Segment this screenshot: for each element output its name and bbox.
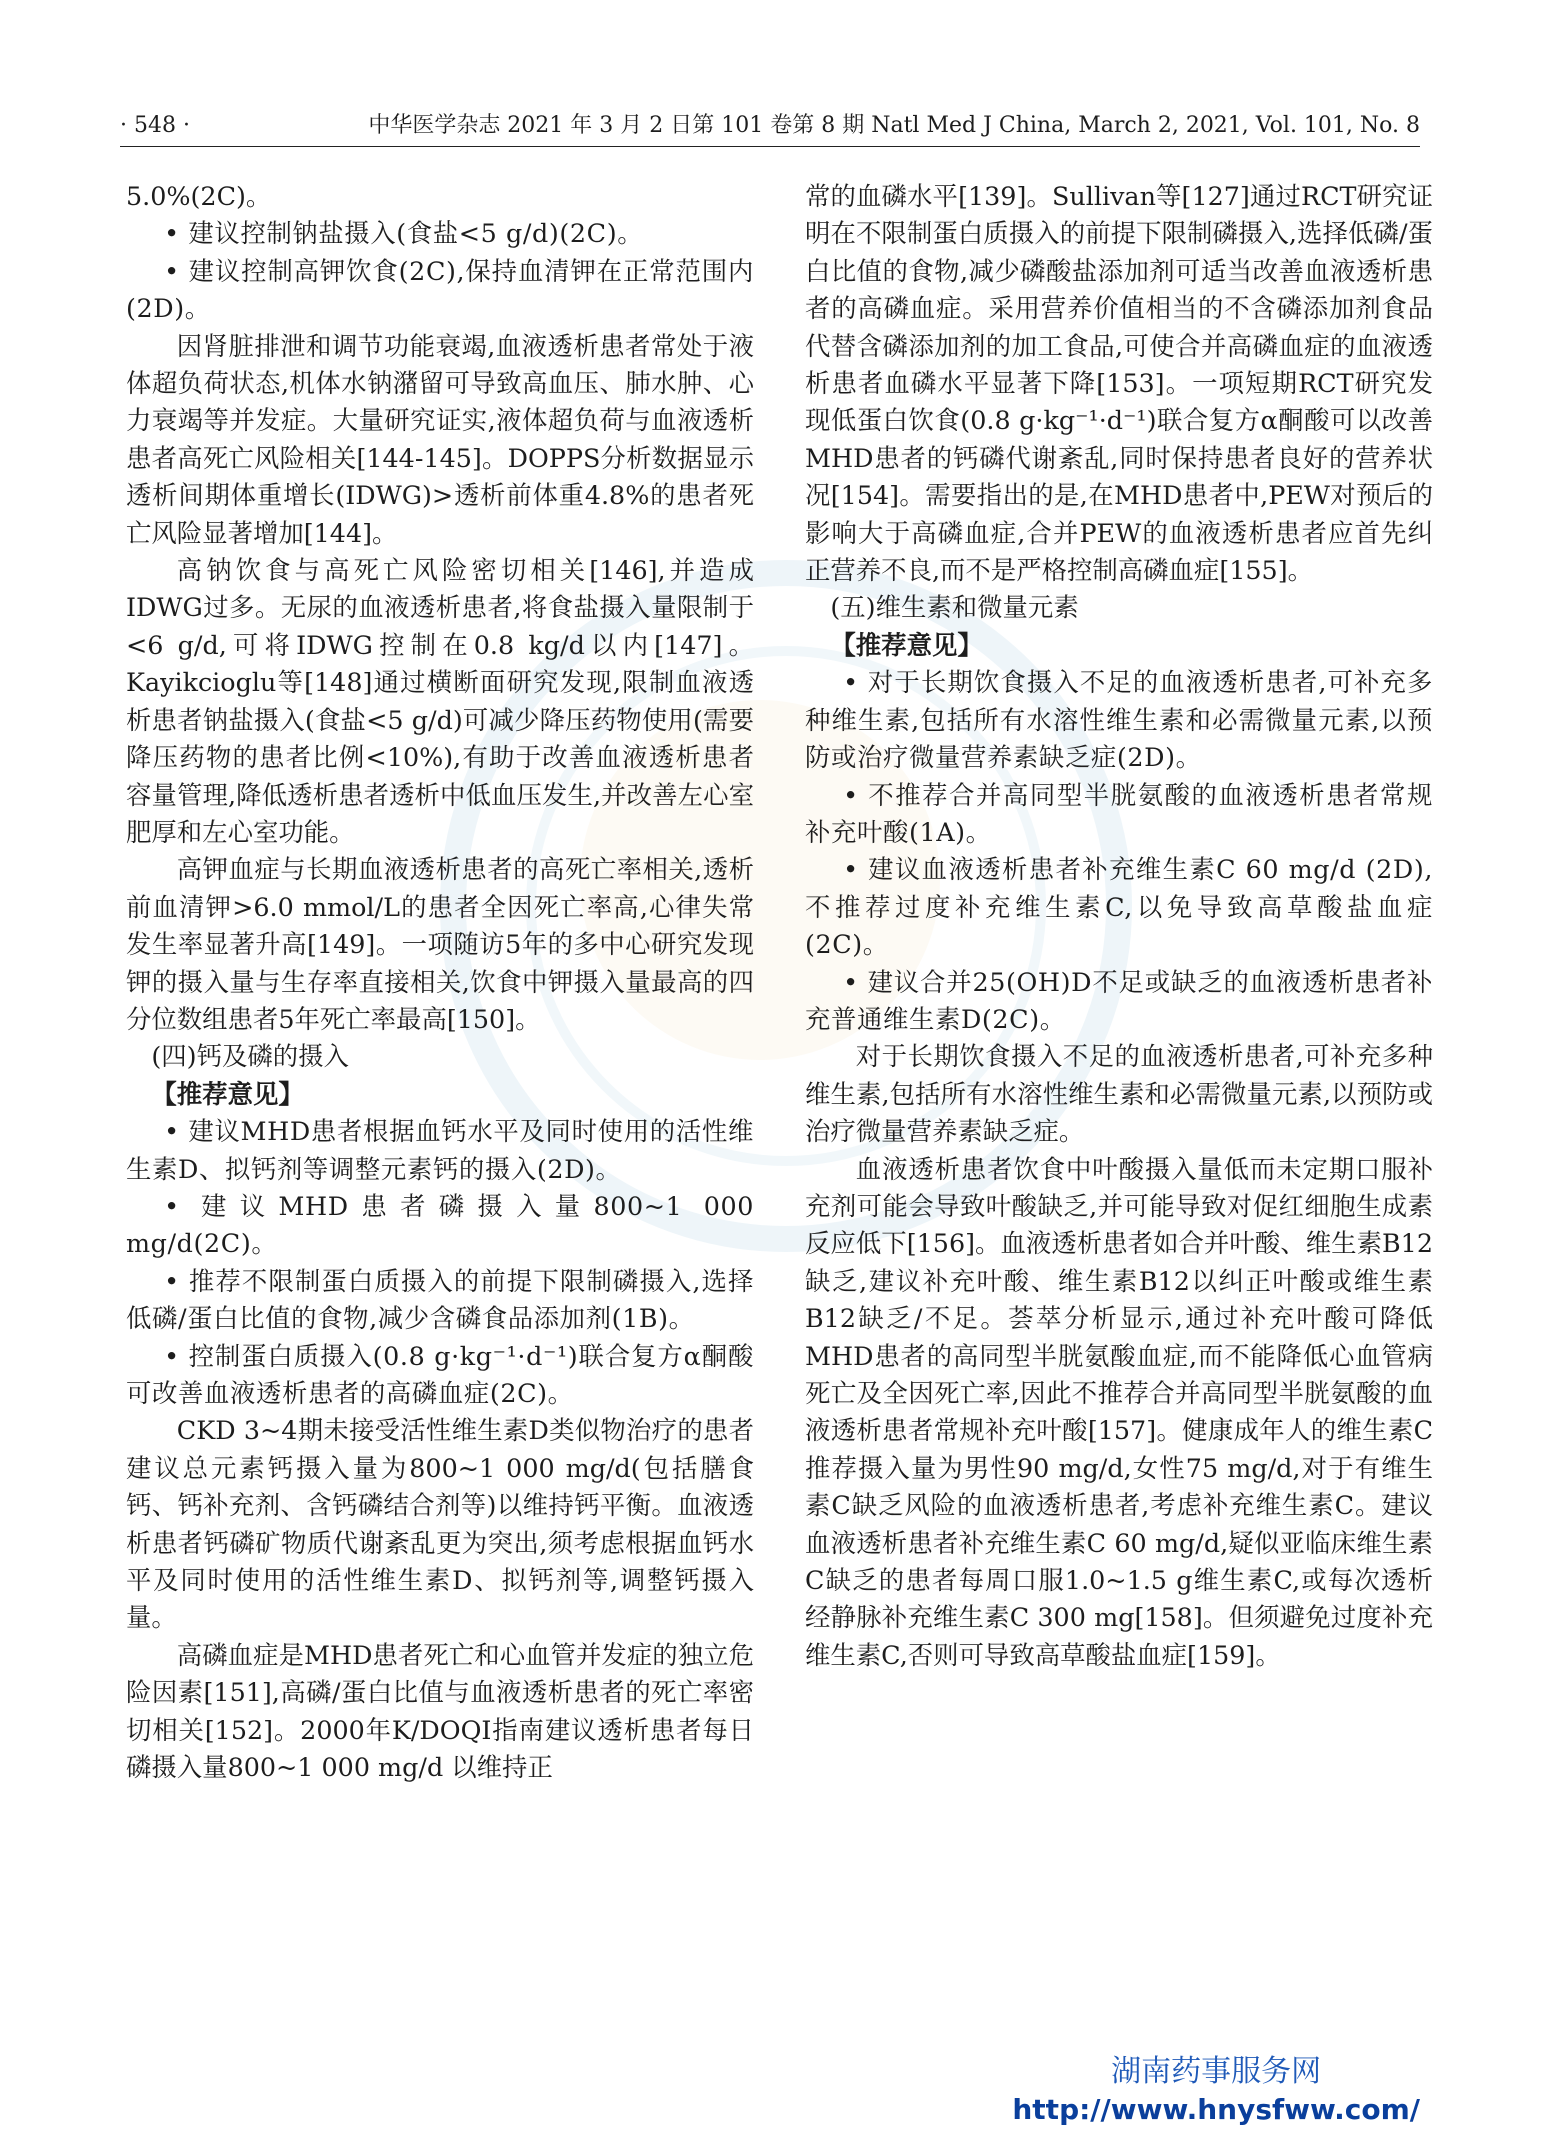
recommendation-item: • 建议控制高钾饮食(2C),保持血清钾在正常范围内(2D)。 (126, 255, 754, 324)
recommendation-item: • 控制蛋白质摄入(0.8 g·kg⁻¹·d⁻¹)联合复方α酮酸可改善血液透析患者的高磷血症(2C)。 (126, 1340, 754, 1408)
paragraph: 高钾血症与长期血液透析患者的高死亡率相关,透析前血清钾>6.0 mmol/L的患者全因死亡率高,心律失常发生率显著升高[149]。一项随访5年的多中心研究发现钾的摄入量与生存率直接相关,饮食中钾摄入量最高的四分位数组患者5年死亡率最高[150]。 (126, 854, 754, 1034)
paragraph: 高磷血症是MHD患者死亡和心血管并发症的独立危险因素[151],高磷/蛋白比值与血液透析患者的死亡率密切相关[152]。2000年K/DOQI指南建议透析患者每日磷摄入量800~1 000 mg/d 以维持正 (126, 1639, 754, 1783)
paragraph: 血液透析患者饮食中叶酸摄入量低而未定期口服补充剂可能会导致叶酸缺乏,并可能导致对促红细胞生成素反应低下[156]。血液透析患者如合并叶酸、维生素B12缺乏,建议补充叶酸、维生素B12以纠正叶酸或维生素B12缺乏/不足。荟萃分析显示,通过补充叶酸可降低MHD患者的高同型半胱氨酸血症,而不能降低心血管病死亡及全因死亡率,因此不推荐合并高同型半胱氨酸的血液透析患者常规补充叶酸[157]。健康成年人的维生素C推荐摄入量为男性90 mg/d,女性75 mg/d,对于有维生素C缺乏风险的血液透析患者,考虑补充维生素C。建议血液透析患者补充维生素C 60 mg/d,疑似亚临床维生素C缺乏的患者每周口服1.0~1.5 g维生素C,或每次透析经静脉补充维生素C 300 mg[158]。但须避免过度补充维生素C,否则可导致高草酸盐血症[159]。 (805, 1153, 1433, 1670)
recommendation-item: • 对于长期饮食摄入不足的血液透析患者,可补充多种维生素,包括所有水溶性维生素和必需微量元素,以预防或治疗微量营养素缺乏症(2D)。 (805, 667, 1433, 773)
recommendation-heading: 【推荐意见】 (830, 629, 983, 660)
journal-citation: 中华医学杂志 2021 年 3 月 2 日第 101 卷第 8 期 Natl Med J China, March 2, 2021, Vol. 101, No. 8 (368, 113, 1420, 138)
paragraph: 高钠饮食与高死亡风险密切相关[146],并造成IDWG过多。无尿的血液透析患者,将食盐摄入量限制于<6 g/d,可将IDWG控制在0.8 kg/d以内[147]。Kayikcioglu等[148]通过横断面研究发现,限制血液透析患者钠盐摄入(食盐<5 g/d)可减少降压药物使用(需要降压药物的患者比例<10%),有助于改善血液透析患者容量管理,降低透析患者透析中低血压发生,并改善左心室肥厚和左心室功能。 (126, 555, 754, 847)
site-footer (1012, 2052, 1420, 2128)
right-column (805, 178, 1433, 1674)
paragraph: 对于长期饮食摄入不足的血液透析患者,可补充多种维生素,包括所有水溶性维生素和必需微量元素,以预防或治疗微量营养素缺乏症。 (805, 1041, 1433, 1147)
left-column (126, 178, 754, 1786)
recommendation-item: • 建议MHD患者根据血钙水平及同时使用的活性维生素D、拟钙剂等调整元素钙的摄入(2D)。 (126, 1116, 754, 1184)
page-number: · 548 · (120, 113, 190, 138)
recommendation-heading: 【推荐意见】 (151, 1078, 304, 1109)
recommendation-item: • 不推荐合并高同型半胱氨酸的血液透析患者常规补充叶酸(1A)。 (805, 779, 1433, 847)
recommendation-item: • 建议血液透析患者补充维生素C 60 mg/d (2D),不推荐过度补充维生素C,以免导致高草酸盐血症(2C)。 (805, 854, 1433, 960)
header-rule (120, 146, 1420, 147)
recommendation-item: • 推荐不限制蛋白质摄入的前提下限制磷摄入,选择低磷/蛋白比值的食物,减少含磷食品添加剂(1B)。 (126, 1265, 754, 1334)
section-heading: (五)维生素和微量元素 (830, 592, 1079, 623)
recommendation-item: • 建议控制钠盐摄入(食盐<5 g/d)(2C)。 (164, 218, 644, 249)
running-header (120, 108, 1420, 144)
section-heading: (四)钙及磷的摄入 (151, 1041, 349, 1072)
recommendation-item: • 建议MHD患者磷摄入量800~1 000 mg/d(2C)。 (126, 1190, 754, 1259)
paragraph: CKD 3~4期未接受活性维生素D类似物治疗的患者建议总元素钙摄入量为800~1 000 mg/d(包括膳食钙、钙补充剂、含钙磷结合剂等)以维持钙平衡。血液透析患者钙磷矿物质代谢紊乱更为突出,须考虑根据血钙水平及同时使用的活性维生素D、拟钙剂等,调整钙摄入量。 (126, 1415, 754, 1633)
paragraph: 常的血磷水平[139]。Sullivan等[127]通过RCT研究证明在不限制蛋白质摄入的前提下限制磷摄入,选择低磷/蛋白比值的食物,减少磷酸盐添加剂可适当改善血液透析患者的高磷血症。采用营养价值相当的不含磷添加剂食品代替含磷添加剂的加工食品,可使合并高磷血症的血液透析患者血磷水平显著下降[153]。一项短期RCT研究发现低蛋白饮食(0.8 g·kg⁻¹·d⁻¹)联合复方α酮酸可以改善MHD患者的钙磷代谢紊乱,同时保持患者良好的营养状况[154]。需要指出的是,在MHD患者中,PEW对预后的影响大于高磷血症,合并PEW的血液透析患者应首先纠正营养不良,而不是严格控制高磷血症[155]。 (805, 181, 1433, 586)
paragraph: 因肾脏排泄和调节功能衰竭,血液透析患者常处于液体超负荷状态,机体水钠潴留可导致高血压、肺水肿、心力衰竭等并发症。大量研究证实,液体超负荷与血液透析患者高死亡风险相关[144-145]。DOPPS分析数据显示透析间期体重增长(IDWG)>透析前体重4.8%的患者死亡风险显著增加[144]。 (126, 330, 754, 548)
site-url-link[interactable]: http://www.hnysfww.com/ (1012, 2093, 1420, 2126)
site-name: 湖南药事服务网 (1111, 2054, 1322, 2089)
paragraph: 5.0%(2C)。 (126, 181, 272, 211)
recommendation-item: • 建议合并25(OH)D不足或缺乏的血液透析患者补充普通维生素D(2C)。 (805, 966, 1433, 1034)
